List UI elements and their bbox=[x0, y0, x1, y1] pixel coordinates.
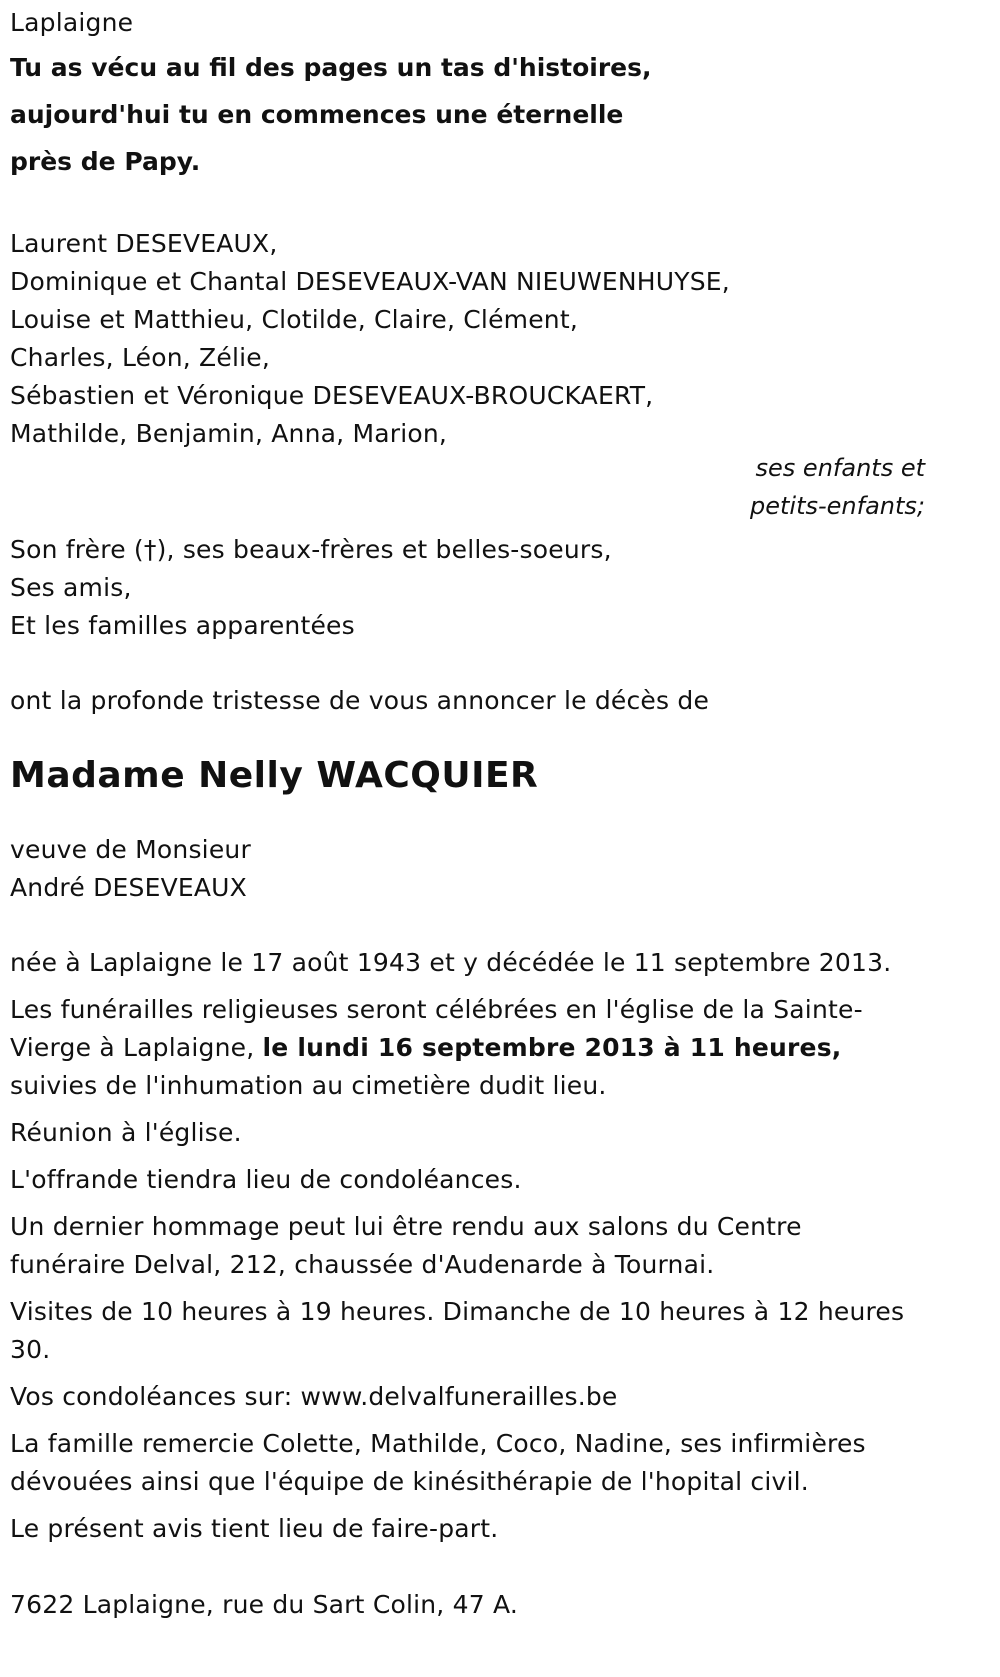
notice-note: Le présent avis tient lieu de faire-part. bbox=[10, 1514, 499, 1543]
family-address: 7622 Laplaigne, rue du Sart Colin, 47 A. bbox=[10, 1590, 518, 1619]
family-list bbox=[10, 225, 925, 453]
deceased-name: Madame Nelly WACQUIER bbox=[10, 755, 539, 796]
place-header: Laplaigne bbox=[10, 8, 134, 37]
family-role-line: ses enfants et bbox=[755, 454, 925, 482]
relatives-line: Son frère (†), ses beaux-frères et belles-soeurs, bbox=[10, 535, 612, 564]
visits-note: Visites de 10 heures à 19 heures. Dimanche de 10 heures à 12 heures 30. bbox=[10, 1297, 905, 1364]
funeral-details bbox=[10, 991, 925, 1105]
family-line: Dominique et Chantal DESEVEAUX-VAN NIEUWENHUYSE, bbox=[10, 267, 730, 296]
family-line: Charles, Léon, Zélie, bbox=[10, 343, 270, 372]
thanks-note: La famille remercie Colette, Mathilde, Coco, Nadine, ses infirmières dévouées ainsi que l'équipe de kinésithérapie de l'hopital civil. bbox=[10, 1429, 866, 1496]
offering-note: L'offrande tiendra lieu de condoléances. bbox=[10, 1165, 522, 1194]
family-role bbox=[10, 449, 925, 525]
condolences-note: Vos condoléances sur: www.delvalfunerailles.be bbox=[10, 1382, 618, 1411]
tribute-note: Un dernier hommage peut lui être rendu aux salons du Centre funéraire Delval, 212, chaussée d'Audenarde à Tournai. bbox=[10, 1212, 802, 1279]
poem bbox=[10, 44, 925, 185]
poem-line: près de Papy. bbox=[10, 147, 201, 176]
birth-death-dates: née à Laplaigne le 17 août 1943 et y décédée le 11 septembre 2013. bbox=[10, 948, 892, 977]
family-role-line: petits-enfants; bbox=[750, 492, 925, 520]
announcement: ont la profonde tristesse de vous annoncer le décès de bbox=[10, 686, 710, 715]
poem-line: aujourd'hui tu en commences une éternelle bbox=[10, 100, 624, 129]
poem-line: Tu as vécu au fil des pages un tas d'histoires, bbox=[10, 53, 652, 82]
family-line: Louise et Matthieu, Clotilde, Claire, Clément, bbox=[10, 305, 578, 334]
obituary-page bbox=[10, 0, 925, 1624]
widow-of bbox=[10, 831, 925, 907]
family-line: Mathilde, Benjamin, Anna, Marion, bbox=[10, 419, 448, 448]
other-relatives bbox=[10, 531, 925, 645]
funeral-information bbox=[10, 944, 925, 1548]
funeral-date: le lundi 16 septembre 2013 à 11 heures, bbox=[262, 1033, 842, 1062]
widow-line: veuve de Monsieur bbox=[10, 835, 251, 864]
reunion-note: Réunion à l'église. bbox=[10, 1118, 242, 1147]
funeral-text: Les funérailles religieuses seront célébrées en l'église de la Sainte-Vierge à Laplaigne, bbox=[10, 995, 863, 1062]
widow-line: André DESEVEAUX bbox=[10, 873, 248, 902]
relatives-line: Et les familles apparentées bbox=[10, 611, 355, 640]
family-line: Sébastien et Véronique DESEVEAUX-BROUCKAERT, bbox=[10, 381, 654, 410]
funeral-text-end: suivies de l'inhumation au cimetière dudit lieu. bbox=[10, 1071, 607, 1100]
relatives-line: Ses amis, bbox=[10, 573, 132, 602]
family-line: Laurent DESEVEAUX, bbox=[10, 229, 278, 258]
